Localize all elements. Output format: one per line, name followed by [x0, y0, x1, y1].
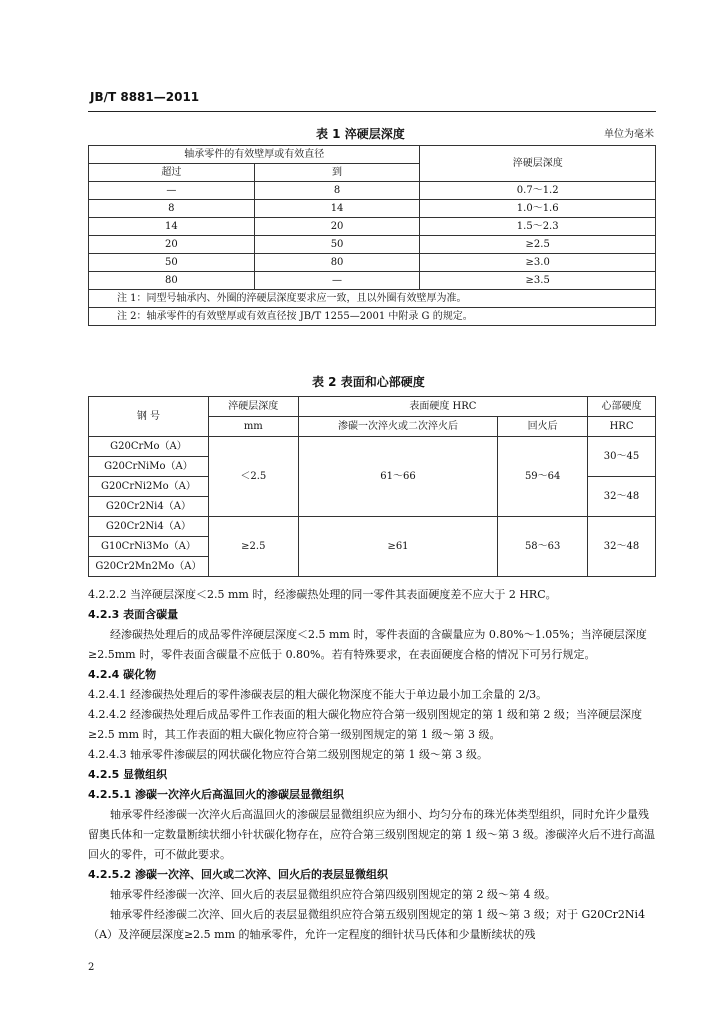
g2-depth: ≥2.5 [208, 517, 298, 577]
paragraph-microstructure-1: 轴承零件经渗碳一次淬火后高温回火的渗碳层显微组织应为细小、均匀分布的珠光体类型组织，同时允许少量残留奥氏体和一定数量断续状细小针状碳化物存在，应符合第三级别图规定的第 1 级～第 3 级。渗碳淬火后不进行高温回火的零件，可不做此要求。 [88, 808, 655, 861]
table1-unit: 单位为毫米 [604, 129, 654, 140]
header-steel: 钢 号 [89, 397, 209, 437]
header-surface: 表面硬度 HRC [298, 397, 587, 417]
g1-carburize: 61～66 [298, 437, 498, 517]
table1-note-2: 注 2：轴承零件的有效壁厚或有效直径按 JB/T 1255—2001 中附录 G 的规定。 [89, 308, 656, 326]
cell-depth: 1.5～2.3 [420, 218, 656, 236]
quench-depth-table [88, 145, 656, 326]
header-main: 轴承零件的有效壁厚或有效直径 [89, 146, 420, 164]
cell-depth: ≥2.5 [420, 236, 656, 254]
clause-4-2-2-2: 4.2.2.2 当淬硬层深度＜2.5 mm 时，经渗碳热处理的同一零件其表面硬度差不应大于 2 HRC。 [88, 588, 557, 601]
cell-over: 20 [89, 236, 255, 254]
g1-temper: 59～64 [498, 437, 588, 517]
cell-depth: 1.0～1.6 [420, 200, 656, 218]
heading-4-2-5-1: 4.2.5.1 渗碳一次淬火后高温回火的渗碳层显微组织 [88, 788, 344, 801]
cell-depth: 0.7～1.2 [420, 182, 656, 200]
cell-to: — [254, 272, 420, 290]
table-row [89, 236, 656, 254]
heading-4-2-5-2: 4.2.5.2 渗碳一次淬、回火或二次淬、回火后的表层显微组织 [88, 868, 388, 881]
body-text [88, 585, 658, 945]
paragraph-microstructure-3: 轴承零件经渗碳二次淬、回火后的表层显微组织应符合第五级别图规定的第 1 级～第 3 级；对于 G20Cr2Ni4（A）及淬硬层深度≥2.5 mm 的轴承零件，允许一定程度的细针状马氏体和少量断续状的残 [88, 908, 646, 941]
table2-caption: 表 2 表面和心部硬度 [312, 375, 425, 389]
header-to: 到 [254, 164, 420, 182]
clause-4-2-4-3: 4.2.4.3 轴承零件渗碳层的网状碳化物应符合第二级别图规定的第 1 级～第 3 级。 [88, 748, 488, 761]
cell-over: 14 [89, 218, 255, 236]
cell-over: 80 [89, 272, 255, 290]
heading-4-2-4: 4.2.4 碳化物 [88, 668, 157, 681]
header-temper: 回火后 [498, 417, 588, 437]
cell-over: — [89, 182, 255, 200]
table-row [89, 182, 656, 200]
table1-caption: 表 1 淬硬层深度 [316, 127, 405, 141]
g1-core-a: 30～45 [588, 437, 656, 477]
clause-4-2-4-2: 4.2.4.2 经渗碳热处理后成品零件工作表面的粗大碳化物应符合第一级别图规定的第 1 级和第 2 级；当淬硬层深度≥2.5 mm 时，其工作表面的粗大碳化物应符合第一级别图规定的第 1 级～第 3 级。 [88, 708, 642, 741]
hardness-table [88, 396, 656, 577]
header-core-unit: HRC [588, 417, 656, 437]
cell-to: 20 [254, 218, 420, 236]
header-depth: 淬硬层深度 [208, 397, 298, 417]
cell-depth: ≥3.0 [420, 254, 656, 272]
cell-to: 50 [254, 236, 420, 254]
steel-grade: G10CrNi3Mo（A） [89, 537, 209, 557]
page-number: 2 [88, 962, 95, 973]
heading-4-2-5: 4.2.5 显微组织 [88, 768, 168, 781]
header-depth-unit: mm [208, 417, 298, 437]
steel-grade: G20Cr2Ni4（A） [89, 497, 209, 517]
steel-grade: G20CrMo（A） [89, 437, 209, 457]
heading-4-2-3: 4.2.3 表面含碳量 [88, 608, 179, 621]
header-over: 超过 [89, 164, 255, 182]
g1-core-b: 32～48 [588, 477, 656, 517]
table-row [89, 272, 656, 290]
header-depth: 淬硬层深度 [420, 146, 656, 182]
clause-4-2-4-1: 4.2.4.1 经渗碳热处理后的零件渗碳表层的粗大碳化物深度不能大于单边最小加工余量的 2/3。 [88, 688, 548, 701]
table-row [89, 254, 656, 272]
header-core: 心部硬度 [588, 397, 656, 417]
header-rule [88, 111, 656, 112]
steel-grade: G20CrNiMo（A） [89, 457, 209, 477]
g1-depth: ＜2.5 [208, 437, 298, 517]
g2-core: 32～48 [588, 517, 656, 577]
table1-note-1: 注 1：同型号轴承内、外圈的淬硬层深度要求应一致，且以外圈有效壁厚为准。 [89, 290, 656, 308]
steel-grade: G20Cr2Ni4（A） [89, 517, 209, 537]
paragraph-carbon-content: 经渗碳热处理后的成品零件淬硬层深度＜2.5 mm 时，零件表面的含碳量应为 0.80%～1.05%；当淬硬层深度≥2.5mm 时，零件表面含碳量不应低于 0.80%。若有特殊要求，在表面硬度合格的情况下可另行规定。 [88, 628, 647, 661]
cell-to: 80 [254, 254, 420, 272]
g2-carburize: ≥61 [298, 517, 498, 577]
table-row [89, 218, 656, 236]
cell-to: 8 [254, 182, 420, 200]
paragraph-microstructure-2: 轴承零件经渗碳一次淬、回火后的表层显微组织应符合第四级别图规定的第 2 级～第 4 级。 [110, 888, 556, 901]
g2-temper: 58～63 [498, 517, 588, 577]
cell-to: 14 [254, 200, 420, 218]
table-row [89, 200, 656, 218]
cell-over: 50 [89, 254, 255, 272]
standard-number: JB/T 8881—2011 [90, 90, 200, 104]
steel-grade: G20CrNi2Mo（A） [89, 477, 209, 497]
header-carburize: 渗碳一次淬火或二次淬火后 [298, 417, 498, 437]
cell-depth: ≥3.5 [420, 272, 656, 290]
cell-over: 8 [89, 200, 255, 218]
steel-grade: G20Cr2Mn2Mo（A） [89, 557, 209, 577]
